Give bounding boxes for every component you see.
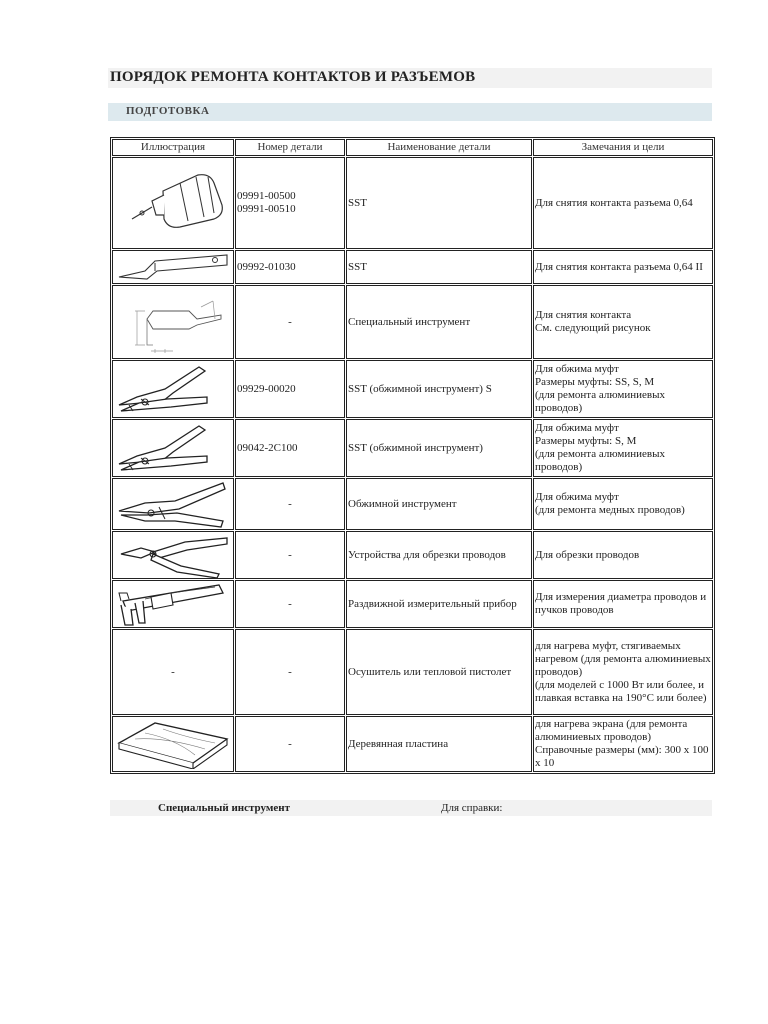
illustration-cell: [112, 531, 234, 579]
page-title: ПОРЯДОК РЕМОНТА КОНТАКТОВ И РАЗЪЕМОВ: [110, 69, 476, 85]
header-part-number: Номер детали: [235, 139, 345, 156]
notes-cell: Для обрезки проводов: [533, 531, 713, 579]
notes-cell: Для снятия контакта разъема 0,64 II: [533, 250, 713, 284]
footer-reference: Для справки:: [441, 802, 503, 814]
screwdriver-icon: [118, 163, 228, 243]
notes-cell: для нагрева муфт, стягиваемых нагревом (для ремонта алюминиевых проводов) (для моделей с 1000 Вт или более, и плавкая вставка на 190°С или более): [533, 629, 713, 715]
part-name-cell: Устройства для обрезки проводов: [346, 531, 532, 579]
illustration-cell: [112, 250, 234, 284]
illustration-cell: [112, 157, 234, 249]
part-number-cell: 09042-2C100: [235, 419, 345, 477]
table-row: [112, 285, 713, 359]
notes-cell: Для обжима муфт (для ремонта медных проводов): [533, 478, 713, 530]
table-header-row: [112, 139, 713, 156]
wooden-plate-icon: [115, 719, 231, 769]
table-row: [112, 716, 713, 772]
notes-cell: Для обжима муфт Размеры муфты: SS, S, M (для ремонта алюминиевых проводов): [533, 360, 713, 418]
part-number-cell: -: [235, 531, 345, 579]
table-row: [112, 360, 713, 418]
part-name-cell: SST (обжимной инструмент): [346, 419, 532, 477]
part-name-cell: SST: [346, 157, 532, 249]
part-number-cell: -: [235, 716, 345, 772]
table-row: [112, 157, 713, 249]
wire-cutter-icon: [115, 532, 231, 578]
section-title: ПОДГОТОВКА: [126, 105, 210, 117]
table-row: [112, 478, 713, 530]
table-row: [112, 629, 713, 715]
caliper-icon: [115, 581, 231, 627]
illustration-cell: [112, 360, 234, 418]
header-part-name: Наименование детали: [346, 139, 532, 156]
part-name-cell: Специальный инструмент: [346, 285, 532, 359]
table-row: [112, 250, 713, 284]
part-number-cell: -: [235, 285, 345, 359]
part-name-cell: Осушитель или тепловой пистолет: [346, 629, 532, 715]
footer-special-tool: Специальный инструмент: [158, 802, 290, 814]
illustration-cell: [112, 419, 234, 477]
part-name-cell: SST: [346, 250, 532, 284]
illustration-cell: [112, 285, 234, 359]
crimper-icon: [115, 361, 231, 417]
illustration-cell: [112, 716, 234, 772]
parts-table: [110, 137, 715, 774]
table-row: [112, 419, 713, 477]
notes-cell: Для снятия контакта разъема 0,64: [533, 157, 713, 249]
table-row: [112, 531, 713, 579]
table-row: [112, 580, 713, 628]
blade-tool-icon: [115, 251, 231, 283]
notes-cell: для нагрева экрана (для ремонта алюминиевых проводов) Справочные размеры (мм): 300 x 100 x 10: [533, 716, 713, 772]
notes-cell: Для снятия контакта См. следующий рисунок: [533, 285, 713, 359]
pick-drawing-icon: [117, 289, 229, 355]
part-number-cell: -: [235, 580, 345, 628]
part-number-cell: 09929-00020: [235, 360, 345, 418]
illustration-cell: -: [112, 629, 234, 715]
notes-cell: Для измерения диаметра проводов и пучков проводов: [533, 580, 713, 628]
header-notes: Замечания и цели: [533, 139, 713, 156]
part-number-cell: -: [235, 629, 345, 715]
notes-cell: Для обжима муфт Размеры муфты: S, M (для ремонта алюминиевых проводов): [533, 419, 713, 477]
crimp-pliers-icon: [115, 479, 231, 529]
illustration-cell: [112, 478, 234, 530]
part-number-cell: 09991-00500 09991-00510: [235, 157, 345, 249]
illustration-cell: [112, 580, 234, 628]
part-number-cell: -: [235, 478, 345, 530]
part-name-cell: SST (обжимной инструмент) S: [346, 360, 532, 418]
part-name-cell: Раздвижной измерительный прибор: [346, 580, 532, 628]
crimper-icon: [115, 420, 231, 476]
part-number-cell: 09992-01030: [235, 250, 345, 284]
part-name-cell: Деревянная пластина: [346, 716, 532, 772]
header-illustration: Иллюстрация: [112, 139, 234, 156]
part-name-cell: Обжимной инструмент: [346, 478, 532, 530]
